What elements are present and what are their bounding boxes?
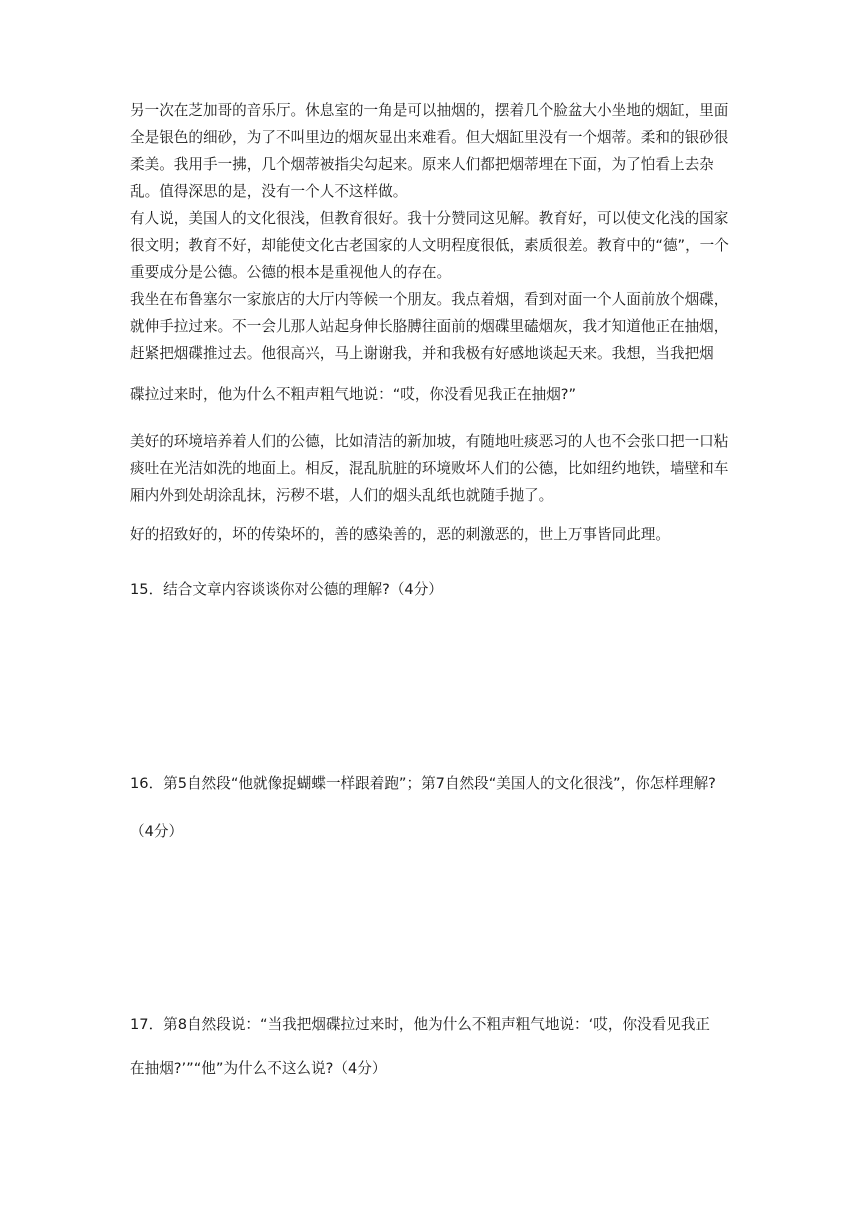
question-15: 15．结合文章内容谈谈你对公德的理解?（4分）: [130, 581, 443, 598]
passage-paragraph-brussels: 我坐在布鲁塞尔一家旅店的大厅内等候一个朋友。我点着烟，看到对面一个人面前放个烟碟，就伸手拉过来。不一会儿那人站起身伸长胳膊往面前的烟碟里磕烟灰，我才知道他正在抽烟，赶紧把烟碟推过去。他很高兴，马上谢谢我，并和我极有好感地谈起天来。我想，当我把烟: [130, 291, 729, 362]
passage-paragraph-brussels-continued: 碟拉过来时，他为什么不粗声粗气地说：“哎，你没看见我正在抽烟?”: [130, 386, 577, 403]
passage-paragraph-conclusion: 好的招致好的，坏的传染坏的，善的感染善的，恶的刺激恶的，世上万事皆同此理。: [130, 526, 670, 543]
passage-paragraph-chicago: 另一次在芝加哥的音乐厅。休息室的一角是可以抽烟的，摆着几个脸盆大小坐地的烟缸，里面全是银色的细砂，为了不叫里边的烟灰显出来难看。但大烟缸里没有一个烟蒂。柔和的银砂很柔美。我用手一拂，几个烟蒂被指尖勾起来。原来人们都把烟蒂埋在下面，为了怕看上去杂乱。值得深思的是，没有一个人不这样做。: [130, 102, 729, 200]
passage-paragraph-environment: 美好的环境培养着人们的公德，比如清洁的新加坡，有随地吐痰恶习的人也不会张口把一口粘痰吐在光洁如洗的地面上。相反，混乱肮脏的环境败坏人们的公德，比如纽约地铁，墙壁和车厢内外到处胡涂乱抹，污秽不堪，人们的烟头乱纸也就随手抛了。: [130, 433, 729, 504]
question-17: 17．第8自然段说：“当我把烟碟拉过来时，他为什么不粗声粗气地说：‘哎，你没看见我正: [130, 1016, 711, 1033]
question-16: 16．第5自然段“他就像捉蝴蝶一样跟着跑”；第7自然段“美国人的文化很浅”，你怎样理解?: [130, 775, 716, 792]
question-17-continued: 在抽烟?’”“他”为什么不这么说?（4分）: [130, 1060, 387, 1077]
passage-paragraph-education: 有人说，美国人的文化很浅，但教育很好。我十分赞同这见解。教育好，可以使文化浅的国家很文明；教育不好，却能使文化古老国家的人文明程度很低，素质很差。教育中的“德”，一个重要成分是公德。公德的根本是重视他人的存在。: [130, 210, 729, 281]
question-16-points: （4分）: [130, 823, 184, 840]
